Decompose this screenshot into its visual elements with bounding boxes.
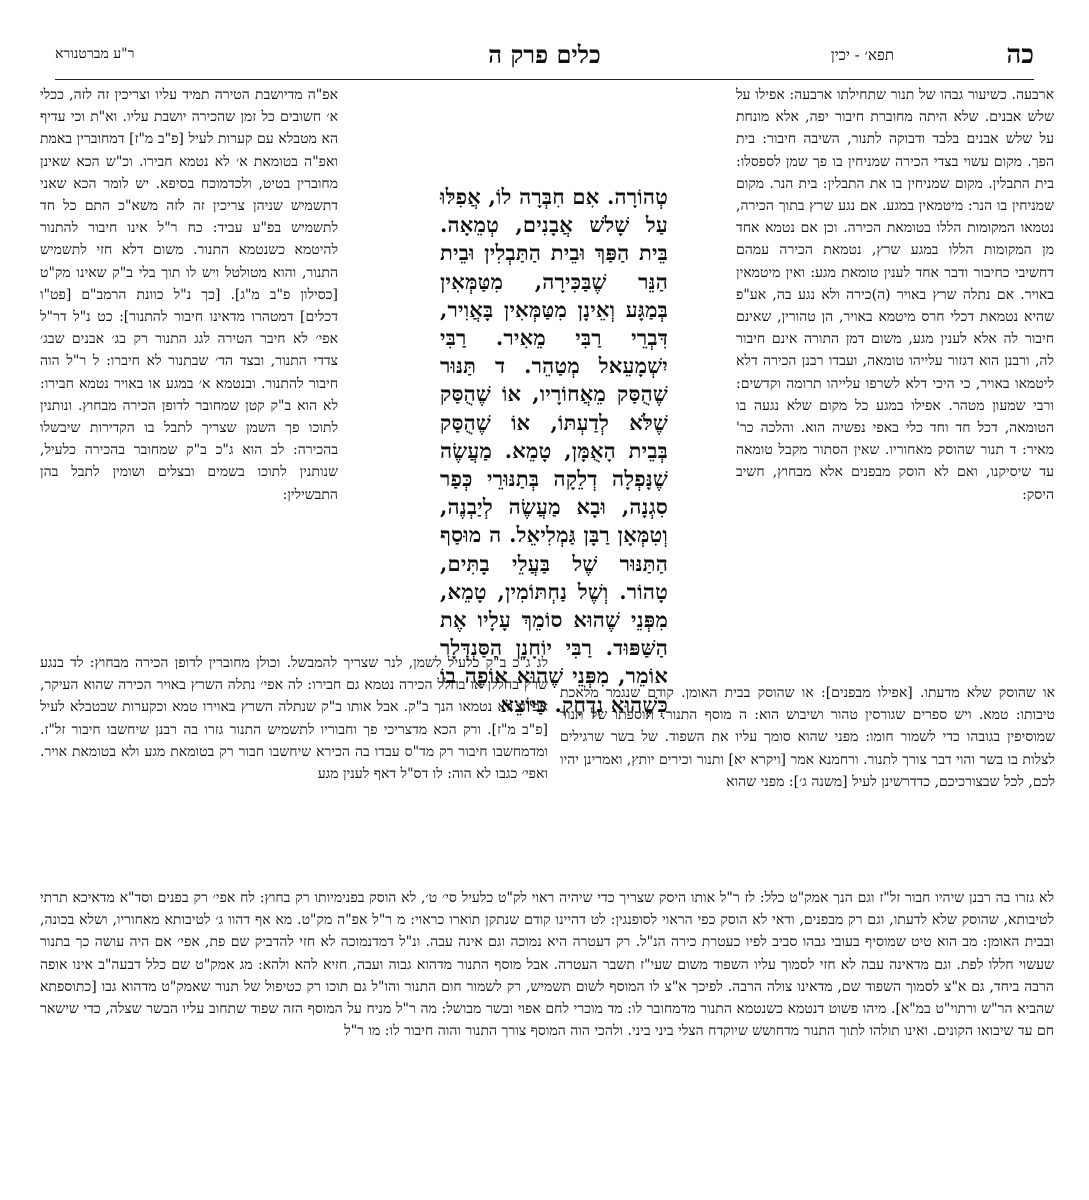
commentary-bottom-text: לא גזרו בה רבנן שיהיו חבור זל"ז וגם הנך אמק"ט כלל: לז ר"ל אותו היסק שצריך כדי שיהיה ראוי לק"ט כלעיל סי׳ ט׳, לא הוסק בפנימיותו רק בחוץ: לח אפי׳ רק בפנים וסד"א מדאיכא תרתי לטיבותא, שהוסק שלא לדעתו, וגם רק מבפנים, ודאי לא הוסק כפי הראוי לסופנגין: לט דהיינו קודם שנתקן תוארו כראוי: מ ר"ל אפ"ה מק"ט. מא אף דהוו ג׳ לטיבותא מאחוריו, ושלא בכונה, ובבית האומן: מב הוא טיט שמוסיף בעובי גבהו סביב לפיו כעטרת כירה הנ"ל. רק דעטרה היא נמוכה וגם אינה עבה. ונ"ל דמדנמוכה לא חזי להדביק שם פת, אפי׳ אם היה עושה כך בתנור שעשוי חללו לפת. וגם מדאינה עבה לא חזי לסמוך עליו השפוד משום שעי"ז תשבר העטרה. אבל מוסף התנור מדהוא גבוה ועבה, חזיא להא ולהא: מג אמק"ט שם כלל דבעה"ב אינו אופה הרבה ביחד, גם א"צ לסמוך השפוד שם, מדאינו צולה הרבה. לפיכך א"צ לו המוסף לשום תשמיש, רק לשמור חום התנור והו"ל גם תוכו רק כטיפול של תנור שאמק"ט מדהוא גבו [כתוספתא שהביא הר"ש ורתוי"ט במ"א]. מיהו פשוט דנטמא כשנטמא התנור מדמחובר לו: מד מוכרי לחם אפוי ובשר מבושל: מה ר"ל מניח על המוסף הזה שפוד שתחוב עליו הבשר שצלה, כדי שישאר חם עד שיבואו הקונים. ואינו תולהו לתוך התנור מדחושש שיוקדח הצלי ביני ביני. ולהכי הוה המוסף צורך התנור והוה חיבור לו: מו ר"ל	[40, 890, 1054, 1040]
page-title: כלים פרק ה	[488, 40, 601, 69]
mishna-column	[440, 183, 668, 717]
commentary-midright-text: או שהוסק שלא מדעתו. [אפילו מבפנים]: או שהוסק בבית האומן. קודם שנגמר מלאכת טיבותו: טמא. ויש ספרים שגורסין טהור ושיבוש הוא: ה מוסף התנור. תוספתו של תנור שמוסיפין בגובהו כדי לשמור חומו: מפני שהוא סומך עליו את השפוד. של בשר שרגילים לצלות בו בשר והוי דבר צורך לתנור. ורחמנא אמר [ויקרא יא] ותנור וכירים יותץ, ואמרינן יהיו לכם, לכל שבצורכיכם, כדדרשינן לעיל [משנה ג׳]: מפני שהוא	[560, 685, 1055, 790]
commentary-midleft-block	[40, 652, 548, 884]
page-number: כה	[1006, 40, 1034, 70]
header-rule	[55, 79, 1034, 80]
commentary-left-text: אפ"ה מדיושבת הטירה תמיד עליו וצריכין זה לזה, ככלי א׳ חשובים כל זמן שהכירה יושבת עליו. וא"ת וכי עדיף הא מטבלא עם קערות לעיל [פ"ב מ"ז] דמחוברין באמת ואפ"ה בטומאת א׳ לא נטמא חבירו. וכ"ש הכא שאינן מחוברין בטיט, ולכדמוכח בסיפא. יש לומר הכא שאני דתשמיש שניהן צריכין זה לזה משא"כ התם כל חד לתשמיש בפ"ע עביד: כח ר"ל אינו חיבור להתנור להיטמא כשנטמא התנור. משום דלא חזי לתשמיש התנור, והוא מטולטל ויש לו תוך בלי ב"ק שאינו מק"ט [כסילון פ"ב מ"ג]. [כך נ"ל כוונת הרמב"ם [פט"ו דכלים] דמטהרו מדאינו חיבור להתנור]: כט נ"ל דר"ל אפי׳ לא חיבר הטירה לגג התנור רק בג׳ אבנים שבג׳ צדדי התנור, ובצד הד׳ שבתנור לא חיברו: ל ר"ל הוה חיבור להתנור. ובנטמא א׳ במגע או באויר נטמא חבירו: לא הוא ב"ק קטן שמחובר לדופן הכירה מבחוץ. ונותנין לתוכו פך השמן שצריך לתבל בו הקדירות שיבשלו בהכירה: לב הוא ג"כ ב"ק שמחובר בהכירה כלעיל, שנותנין לתוכו בשמים ובצלים ושומין לתבל בהן התבשילין:	[40, 87, 338, 503]
commentary-midleft-text: לג ג"כ ב"ק כלעיל לשמן, לנר שצריך להמבשל. וכולן מחוברין לדופן הכירה מבחוץ: לד בנגע שרץ בחללן או בחלל הכירה נטמא גם חבירו: לה אפי׳ נתלה השרץ באויר הכירה שהוא העיקר, אפ"ה לא נטמאו הנך ב"ק. אבל אותו ב"ק שנתלה השרץ באוירו טמא וכקערות שבטבלא לעיל [פ"ב מ"ז]. ורק הכא מדצריכי פך וחבוריו לתשמיש התנור גזרו בה רבנן שיחשבו חיבור זל"ז. ומדמחשבו חיבור רק מד"ס עבדו בה הכירא שיחשבו חבור רק בטומאת מגע ולא בטומאת אויר. ואפי׳ כגבו לא הוה: לו דס"ל דאף לענין מגע	[40, 655, 548, 783]
commentary-left-column	[40, 84, 338, 644]
commentary-bottom-block	[40, 887, 1054, 1177]
commentary-name: ר"ע מברטנורא	[55, 46, 135, 62]
commentary-midright-block	[560, 682, 1055, 887]
commentary-right-column	[736, 84, 1054, 680]
page-header	[55, 40, 1034, 76]
running-range: תפא׳ - יכין	[830, 46, 894, 64]
mishna-text: טְהוֹרָה. אִם חִבְּרָה לוֹ, אֲפִלּוּ עַל שָׁלשׁ אֲבָנִים, טְמֵאָה. בֵּית הַפַּךְ וּבֵית הַתַּבְלִין וּבֵית הַנֵּר שֶׁבַּכִּירָה, מִטַּמְּאִין בְּמַגָּע וְאֵינָן מִטַּמְּאִין בָּאֲוִיר, דִּבְרֵי רַבִּי מֵאִיר. רַבִּי יִשְׁמָעֵאל מְטַהֵר. ד תַּנּוּר שֶׁהֻסַּק מֵאֲחוֹרָיו, אוֹ שֶׁהֻסַּק שֶׁלֹּא לְדַעְתּוֹ, אוֹ שֶׁהֻסַּק בְּבֵית הָאֻמָּן, טָמֵא. מַעֲשֶׂה שֶׁנָּפְלָה דְלֵקָה בְּתַנּוּרֵי כְּפַר סִגְנָה, וּבָא מַעֲשֶׂה לְיַבְנֶה, וְטִמְּאָן רַבָּן גַּמְלִיאֵל. ה מוּסַף הַתַּנּוּר שֶׁל בַּעֲלֵי בָתִּים, טָהוֹר. וְשֶׁל נַחְתּוֹמִין, טָמֵא, מִפְּנֵי שֶׁהוּא סוֹמֵךְ עָלָיו אֶת הַשַּׁפּוּד. רַבִּי יוֹחָנָן הַסַּנְדְּלָר אוֹמֵר, מִפְּנֵי שֶׁהוּא אוֹפֶה בוֹ כְּשֶׁהוּא נִדְחָק. כַּיּוֹצֵא	[440, 184, 668, 717]
commentary-right-text: ארבעה. כשיעור גבהו של תנור שתחילתו ארבעה: אפילו על שלש אבנים. שלא היתה מחוברת חיבור יפה, אלא מונחת על שלש אבנים בלבד ודבוקה לתנור, השיבה חיבור: בית הפך. מקום עשוי בצדי הכירה שמניחין בו פך שמן לספסלו: בית התבלין. מקום שמניחין בו את התבלין: בית הנר. מקום שמניחין בו הנר: מיטמאין במגע. אם נגע שרץ בתוך הכירה, נטמאו המקומות הללו בטומאת הכירה. וכן אם נטמא אחד מן המקומות הללו במגע שרץ, נטמאת הכירה עמהם דחשיבי כחיבור ודבר אחד לענין טומאת מגע: ואין מיטמאין באויר. אם נתלה שרץ באויר (ה)כירה ולא נגע בה, אע"פ שהיא נטמאת דכלי חרס מיטמא באויר, הן טהורין, שאינם חיבור לה אלא לענין מגע, משום דמן התורה אינם חיבור לה, ורבנן הוא דגזור עלייהו טומאה, ועבדו רבנן הכירה דלא ליטמאו באויר, כי היכי דלא לשרפו עלייהו תרומה וקדשים: ורבי שמעון מטהר. אפילו במגע כל מקום שלא נגעה בו הטומאה, דכל חד וחד כלי באפי נפשיה הוא. והלכה כר' מאיר: ד תנור שהוסק מאחוריו. שאין הסתור מקבל טומאה עד שיסיקנו, ואם לא הוסק מבפנים אלא מבחוץ, חשיב היסק:	[736, 87, 1054, 503]
